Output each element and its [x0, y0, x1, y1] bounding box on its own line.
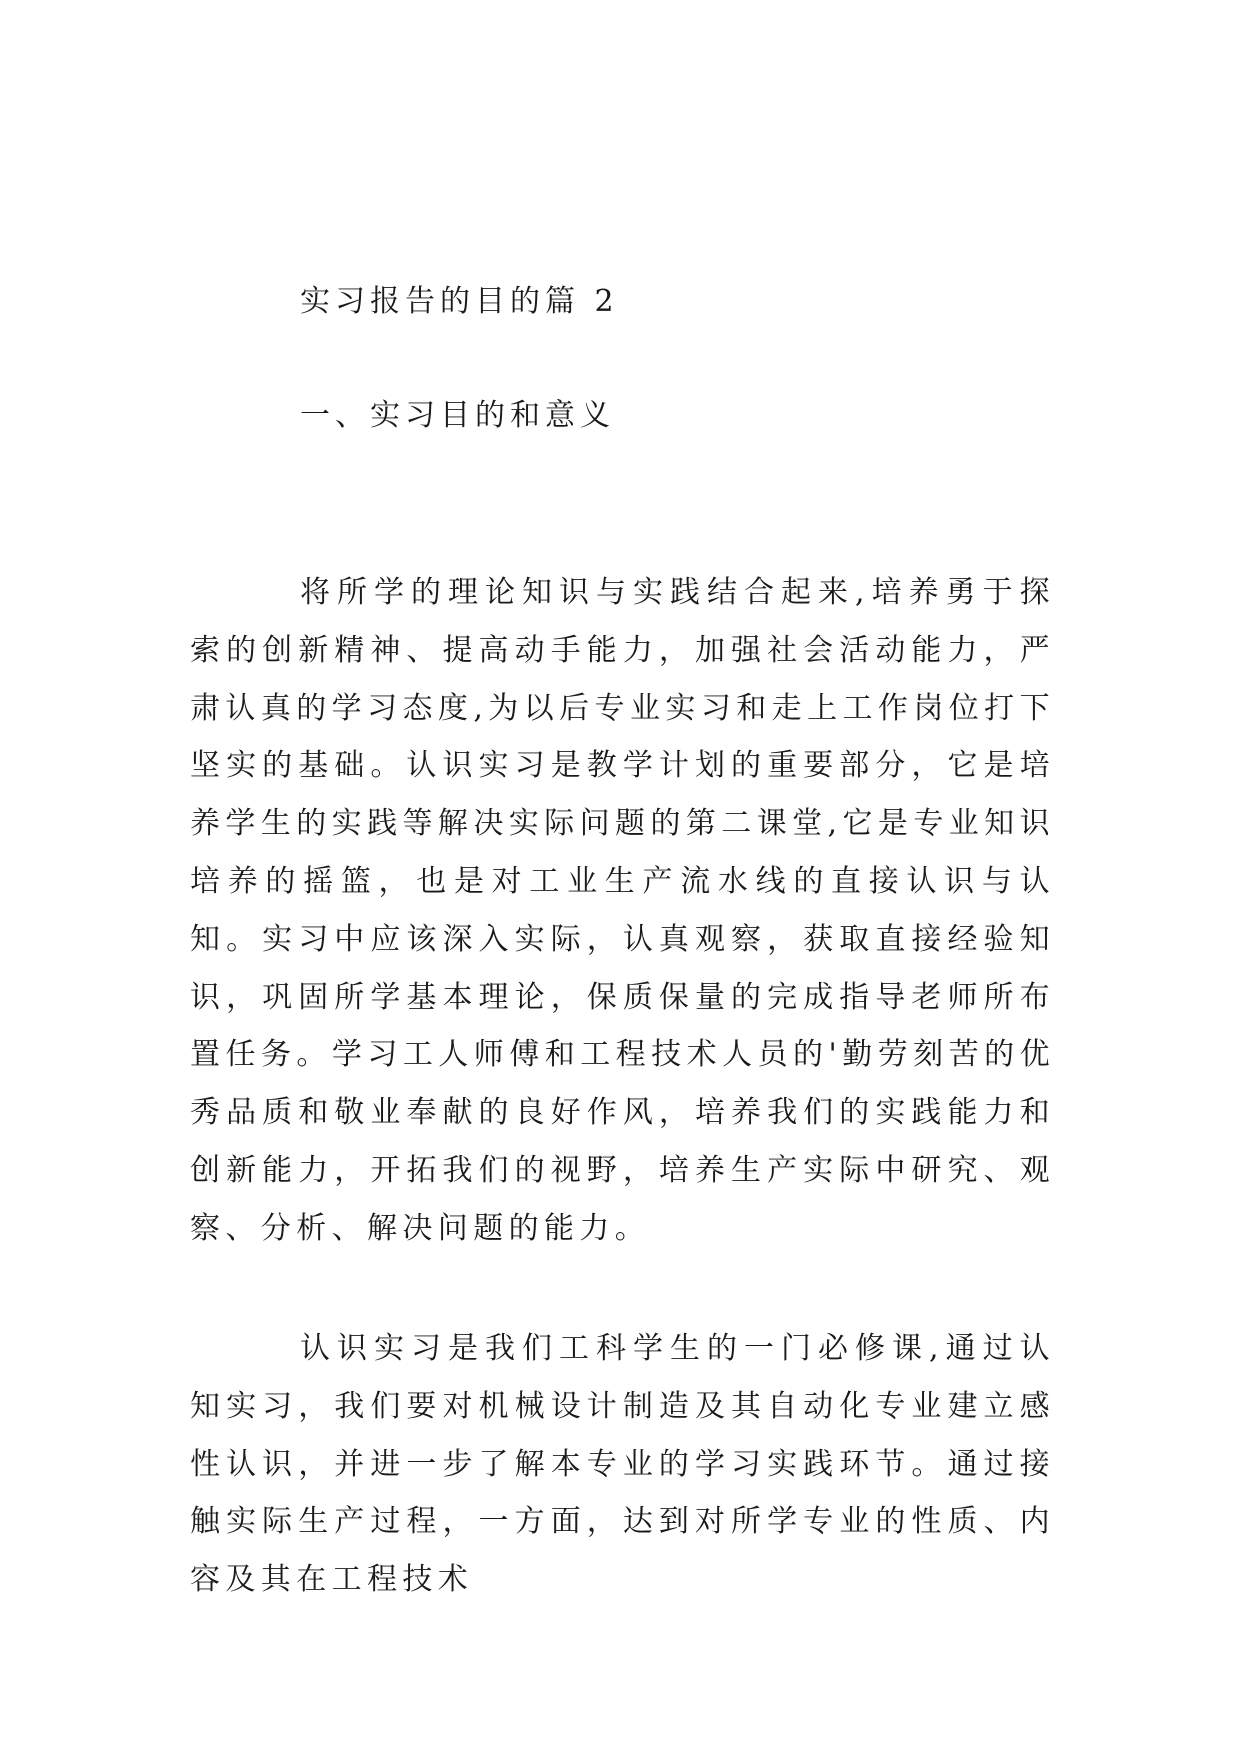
paragraph-internship: 认识实习是我们工科学生的一门必修课,通过认知实习，我们要对机械设计制造及其自动化专业建立感性认识，并进一步了解本专业的学习实践环节。通过接触实际生产过程，一方面，达到对所学专业的性质、内容及其在工程技术 — [190, 1331, 1055, 1598]
document-title: 实习报告的目的篇 2 — [300, 284, 619, 319]
section-heading: 一、实习目的和意义 — [300, 398, 615, 433]
paragraph-purpose: 将所学的理论知识与实践结合起来,培养勇于探索的创新精神、提高动手能力，加强社会活动能力，严肃认真的学习态度,为以后专业实习和走上工作岗位打下坚实的基础。认识实习是教学计划的重要部分，它是培养学生的实践等解决实际问题的第二课堂,它是专业知识培养的摇篮，也是对工业生产流水线的直接认识与认知。实习中应该深入实际，认真观察，获取直接经验知识，巩固所学基本理论，保质保量的完成指导老师所布置任务。学习工人师傅和工程技术人员的'勤劳刻苦的优秀品质和敬业奉献的良好作风，培养我们的实践能力和创新能力，开拓我们的视野，培养生产实际中研究、观察、分析、解决问题的能力。 — [190, 575, 1055, 1246]
